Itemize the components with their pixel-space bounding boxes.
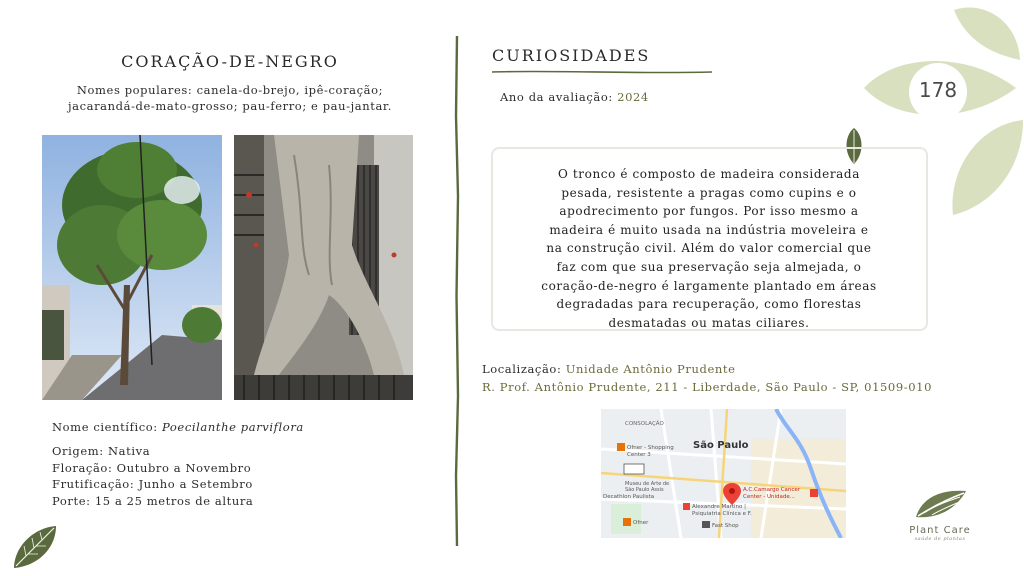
evaluation-year-label: Ano da avaliação: — [500, 90, 613, 104]
brand-logo — [896, 487, 984, 542]
curiosity-line: apodrecimento por fungos. Por isso mesmo a — [559, 204, 859, 219]
popular-names-line: jacarandá-de-mato-grosso; pau-ferro; e pau-jantar. — [67, 99, 393, 113]
map-label-poi: Fast Shop — [712, 523, 739, 529]
fact-size: Porte: 15 a 25 metros de altura — [52, 493, 254, 508]
curiosity-line: O tronco é composto de madeira considerada — [558, 167, 860, 181]
brand-tagline: saúde de plantas — [914, 536, 966, 542]
map-label-poi: Center - Unidade... — [743, 494, 796, 500]
location-unit: Unidade Antônio Prudente — [565, 362, 736, 376]
curiosity-line: coração-de-negro é largamente plantado em áreas — [541, 278, 877, 293]
map-label-poi: Decathlon Paulista — [603, 494, 655, 500]
leaf-icon-bottom-left — [8, 522, 60, 572]
map-label-poi: Museu de Arte de — [625, 481, 670, 487]
plant-care-logo-icon — [912, 487, 968, 521]
map-label-poi: Psiquiatria Clínica e F. — [692, 511, 752, 517]
fact-origin: Origem: Nativa — [52, 444, 151, 458]
curiosity-line: desmatadas ou matas ciliares. — [608, 315, 810, 330]
curiosity-line: faz com que sua preservação seja almejada, o — [556, 259, 862, 274]
curiosity-text — [500, 165, 918, 332]
map-label-poi: São Paulo Assis — [625, 487, 664, 493]
title-underline — [492, 69, 712, 75]
map-label-poi: Ofner - Shopping — [627, 445, 674, 451]
curiosity-line: na construção civil. Além do valor comercial que — [546, 241, 872, 256]
location-line — [482, 361, 932, 379]
location-label: Localização: — [482, 362, 562, 376]
scientific-name-label: Nome científico: — [52, 420, 158, 434]
popular-names — [30, 82, 430, 114]
brand-name: Plant Care — [909, 525, 971, 536]
page-number-badge: 178 — [909, 63, 967, 121]
column-divider — [452, 36, 462, 546]
scientific-name-value: Poecilanthe parviflora — [162, 420, 304, 434]
plant-title: CORAÇÃO-DE-NEGRO — [121, 52, 339, 71]
map-label-poi: Alexandre Martino | — [692, 504, 746, 510]
scientific-name — [52, 420, 304, 434]
popular-names-line: Nomes populares: canela-do-brejo, ipê-coração; — [76, 83, 384, 97]
tree-photo — [42, 135, 222, 400]
location-block — [482, 361, 932, 396]
location-address: R. Prof. Antônio Prudente, 211 - Liberdade, São Paulo - SP, 01509-010 — [482, 379, 932, 394]
evaluation-year — [500, 90, 649, 104]
plant-facts — [52, 443, 253, 509]
evaluation-year-value: 2024 — [617, 90, 649, 104]
map-label-city: São Paulo — [693, 440, 749, 451]
curiosity-line: degradadas para recuperação, como florestas — [556, 297, 862, 312]
location-map[interactable] — [601, 409, 846, 538]
map-label-poi: Ofner — [633, 520, 649, 526]
map-label-poi: A.C.Camargo Cancer — [743, 487, 801, 493]
map-label-district: CONSOLAÇÃO — [625, 421, 664, 427]
map-label-poi: Center 3 — [627, 452, 651, 458]
curiosity-line: pesada, resistente a pragas como cupins e o — [561, 185, 857, 200]
fact-flowering: Floração: Outubro a Novembro — [52, 460, 252, 475]
fact-fruiting: Frutificação: Junho a Setembro — [52, 477, 253, 491]
trunk-photo — [234, 135, 413, 400]
curiosities-title: CURIOSIDADES — [492, 46, 651, 65]
curiosity-line: madeira é muito usada na indústria moveleira e — [549, 222, 869, 237]
